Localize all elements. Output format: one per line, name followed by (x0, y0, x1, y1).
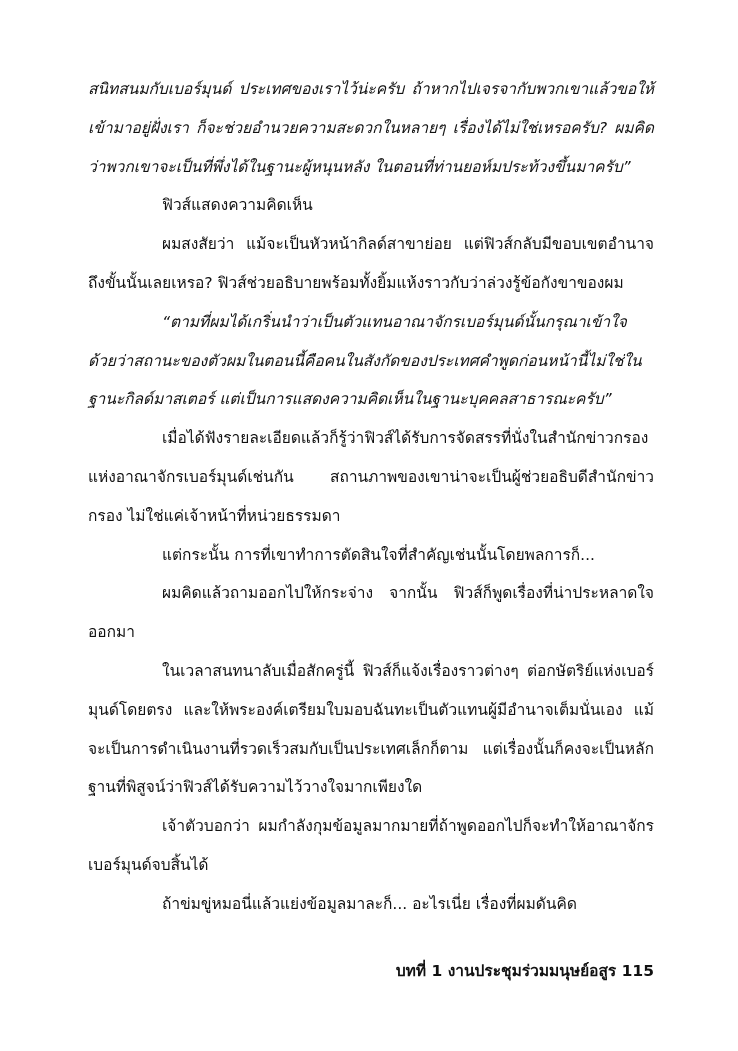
paragraph-10: ถ้าข่มขู่หมอนี่แล้วแย่งข้อมูลมาละก็... อะไรเนี่ย เรื่องที่ผมดันคิด (162, 894, 577, 913)
paragraph-9: เจ้าตัวบอกว่า ผมกำลังกุมข้อมูลมากมายที่ถ้าพูดออกไปก็จะทำให้อาณาจักรเบอร์มุนด์จบสิ้นได้ (88, 817, 654, 874)
paragraph-5: เมื่อได้ฟังรายละเอียดแล้วก็รู้ว่าฟิวส์ได้รับการจัดสรรที่นั่งในสำนักข่าวกรองแห่งอาณาจักรเบอร์มุนด์เช่นกัน สถานภาพของเขาน่าจะเป็นผู้ช่วยอธิบดีสำนักข่าวกรอง ไม่ใช่แค่เจ้าหน้าที่หน่วยธรรมดา (88, 429, 654, 525)
paragraph-8: ในเวลาสนทนาลับเมื่อสักครู่นี้ ฟิวส์ก็แจ้งเรื่องราวต่างๆ ต่อกษัตริย์แห่งเบอร์มุนด์โดยตรง และให้พระองค์เตรียมใบมอบฉันทะเป็นตัวแทนผู้มีอำนาจเต็มนั่นเอง แม้จะเป็นการดำเนินงานที่รวดเร็วสมกับเป็นประเทศเล็กก็ตาม แต่เรื่องนั้นก็คงจะเป็นหลักฐานที่พิสูจน์ว่าฟิวส์ได้รับความไว้วางใจมากเพียงใด (88, 661, 654, 797)
paragraph-4: “ตามที่ผมได้เกริ่นนำว่าเป็นตัวแทนอาณาจักรเบอร์มุนด์นั้นกรุณาเข้าใจด้วยว่าสถานะของตัวผมในตอนนี้คือคนในสังกัดของประเทศคำพูดก่อนหน้านี้ไม่ใช่ในฐานะกิลด์มาสเตอร์ แต่เป็นการแสดงความคิดเห็นในฐานะบุคคลสาธารณะครับ” (88, 312, 642, 409)
paragraph-2: ฟิวส์แสดงความคิดเห็น (162, 196, 313, 215)
page-footer: บทที่ 1 งานประชุมร่วมมนุษย์อสูร 115 (395, 962, 654, 980)
paragraph-1: สนิทสนมกับเบอร์มุนด์ ประเทศของเราไว้น่ะครับ ถ้าหากไปเจรจากับพวกเขาแล้วขอให้เข้ามาอยู่ฝั่งเรา ก็จะช่วยอำนวยความสะดวกในหลายๆ เรื่องได้ไม่ใช่เหรอครับ? ผมคิดว่าพวกเขาจะเป็นที่พึ่งได้ในฐานะผู้หนุนหลัง ในตอนที่ท่านยอห์มประท้วงขึ้นมาครับ” (88, 80, 654, 176)
paragraph-6: แต่กระนั้น การที่เขาทำการตัดสินใจที่สำคัญเช่นนั้นโดยพลการก็... (162, 545, 595, 564)
paragraph-3: ผมสงสัยว่า แม้จะเป็นหัวหน้ากิลด์สาขาย่อย แต่ฟิวส์กลับมีขอบเขตอำนาจถึงขั้นนั้นเลยเหรอ? ฟิวส์ช่วยอธิบายพร้อมทั้งยิ้มแห้งราวกับว่าล่วงรู้ข้อกังขาของผม (88, 235, 654, 292)
page-body (88, 70, 654, 924)
paragraph-7: ผมคิดแล้วถามออกไปให้กระจ่าง จากนั้น ฟิวส์ก็พูดเรื่องที่น่าประหลาดใจออกมา (88, 584, 654, 642)
